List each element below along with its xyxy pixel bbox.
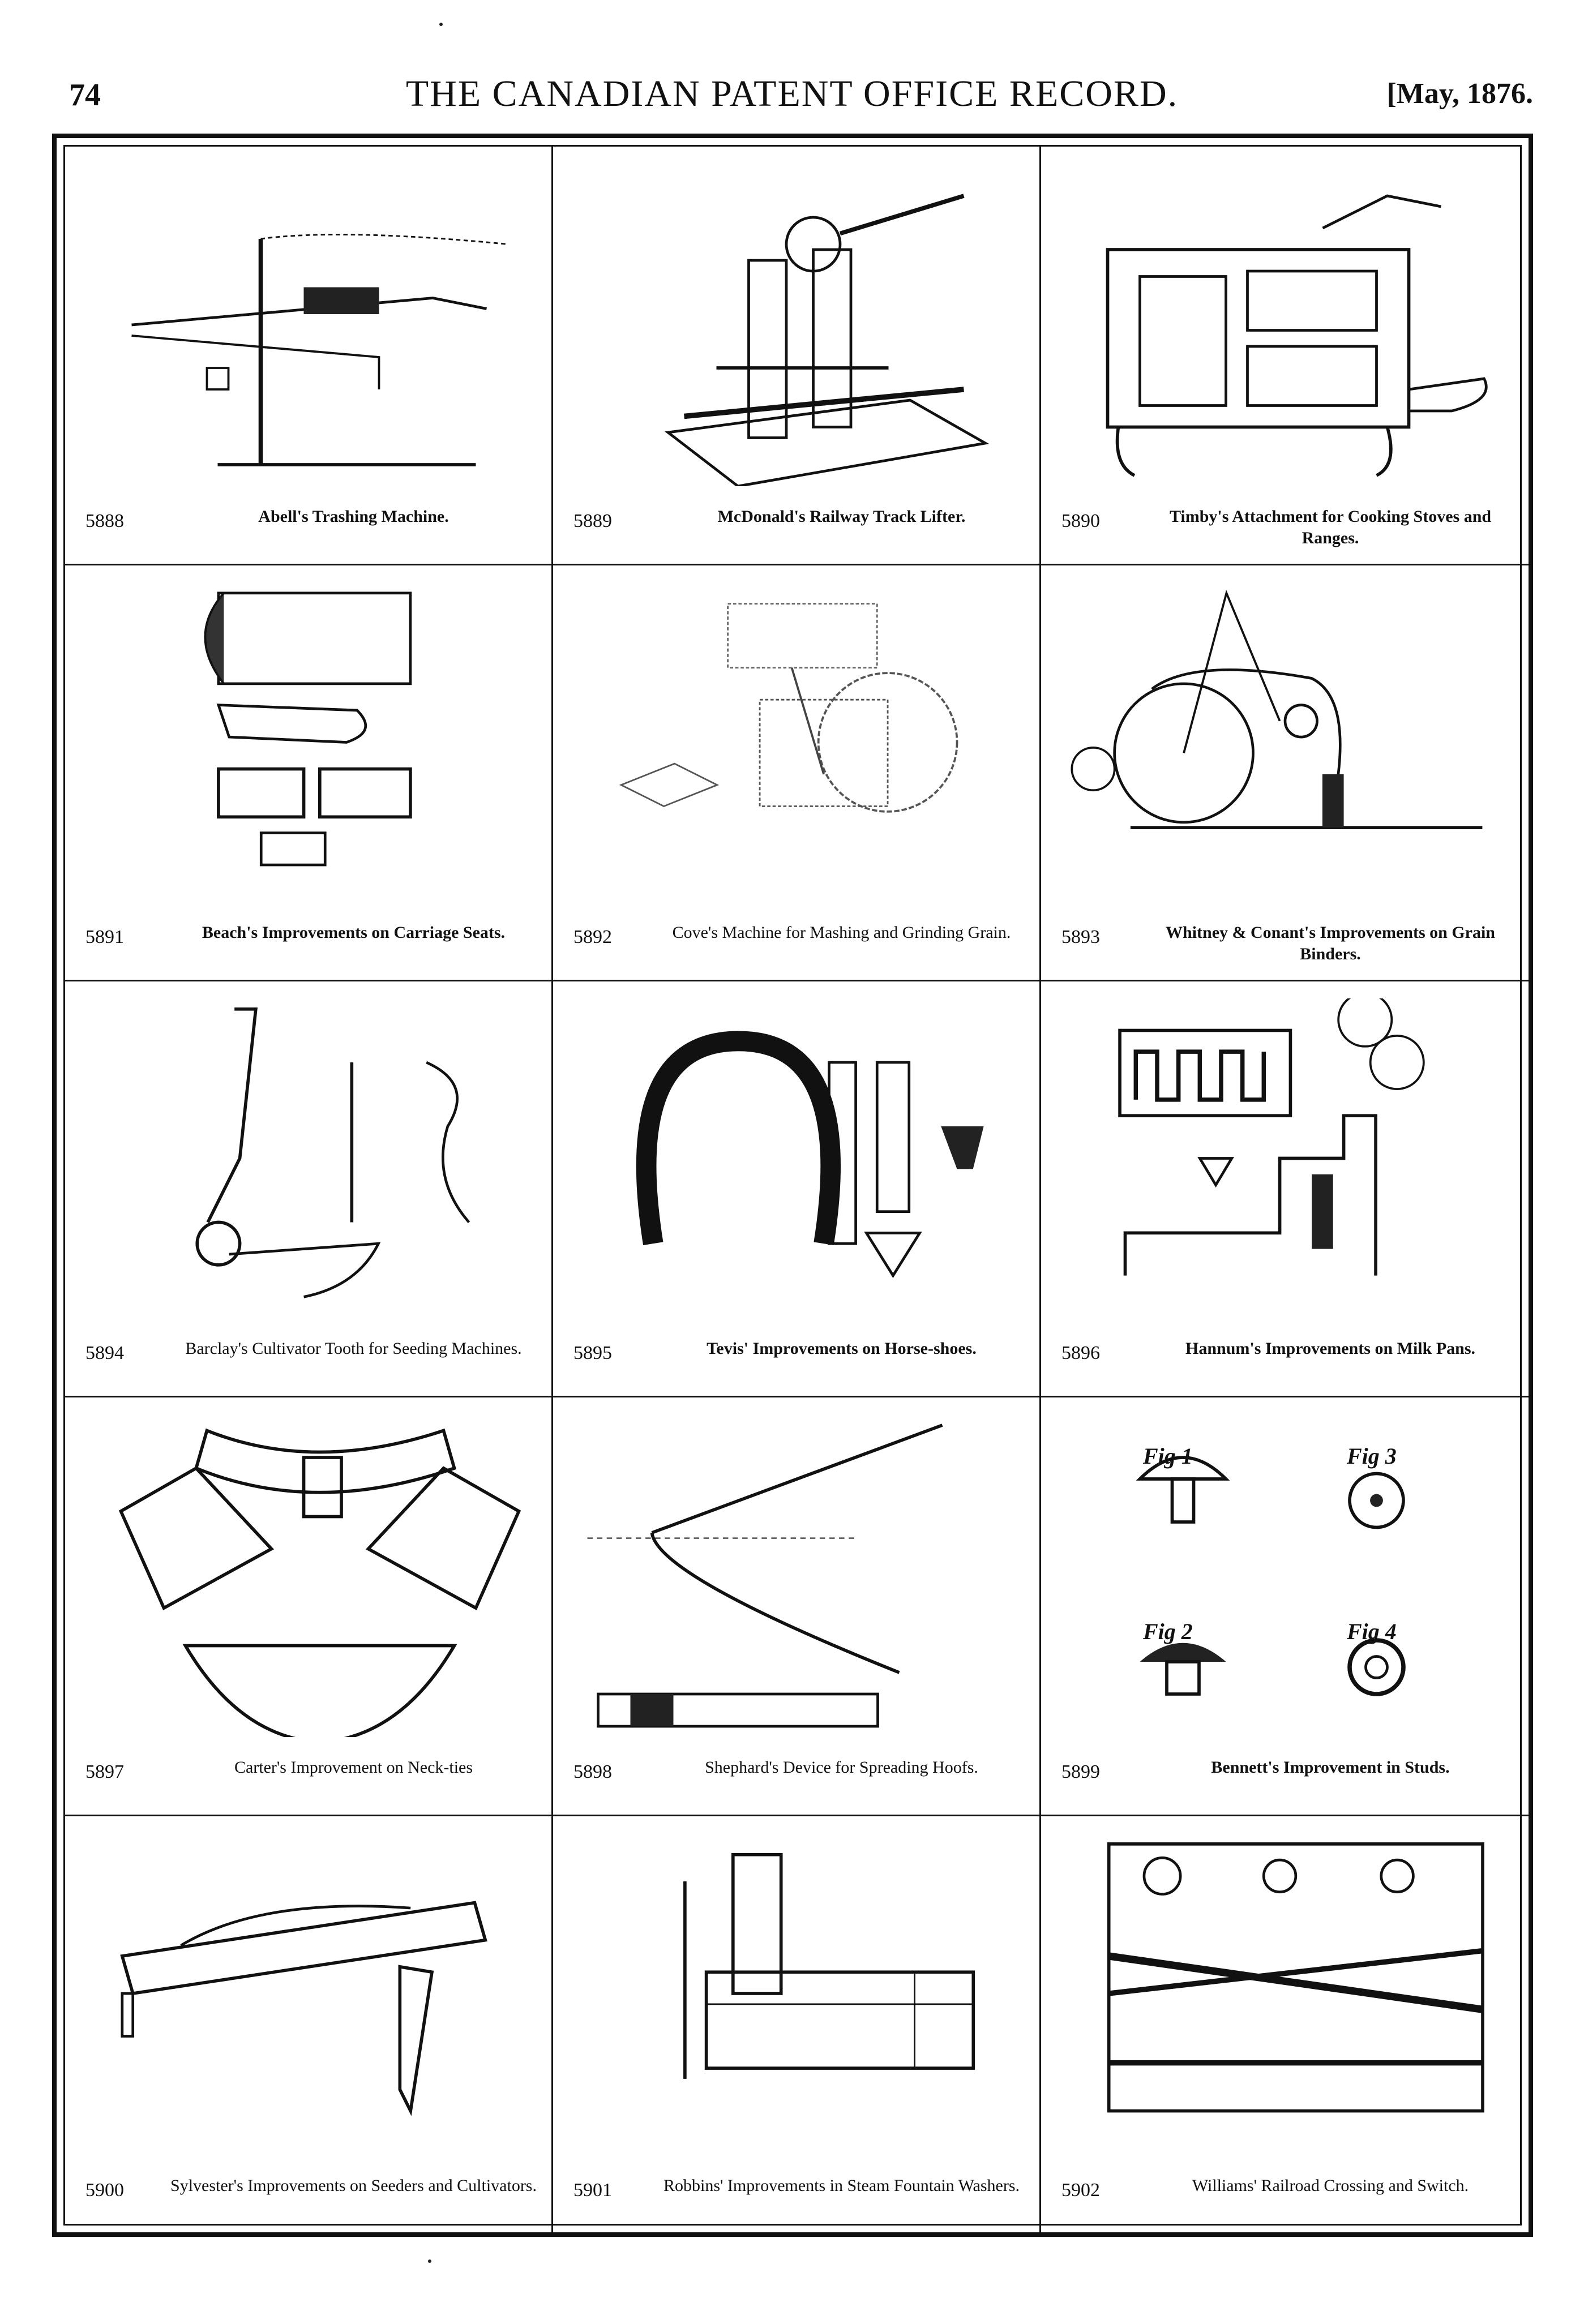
trashing-machine-drawing bbox=[88, 164, 530, 486]
patent-number: 5890 bbox=[1061, 511, 1100, 531]
patent-caption bbox=[564, 916, 1028, 971]
patent-cell bbox=[553, 1397, 1041, 1816]
patent-title: Hannum's Improvements on Milk Pans. bbox=[1185, 1339, 1476, 1358]
issue-date: [May, 1876. bbox=[1386, 78, 1533, 110]
carriage-seat-drawing bbox=[88, 582, 530, 902]
patent-caption bbox=[1052, 2169, 1518, 2224]
figure-label: Fig 1 bbox=[1143, 1443, 1193, 1469]
patent-caption bbox=[76, 916, 540, 971]
patent-title: Barclay's Cultivator Tooth for Seeding Machines. bbox=[185, 1339, 522, 1358]
cultivator-tooth-drawing bbox=[88, 998, 530, 1318]
figure-label: Fig 4 bbox=[1347, 1619, 1397, 1644]
patent-cell bbox=[65, 1816, 553, 2233]
patent-number: 5889 bbox=[573, 511, 612, 531]
plate-inner-border bbox=[63, 145, 1522, 2226]
patent-title: Shephard's Device for Spreading Hoofs. bbox=[705, 1758, 978, 1777]
patent-caption bbox=[1052, 1751, 1518, 1806]
cooking-stove-drawing bbox=[1064, 164, 1506, 486]
patent-grid bbox=[65, 147, 1520, 2224]
patent-number: 5898 bbox=[573, 1761, 612, 1782]
patent-cell bbox=[1041, 565, 1529, 981]
track-lifter-drawing bbox=[576, 164, 1018, 486]
patent-cell bbox=[65, 565, 553, 981]
figure-label: Fig 2 bbox=[1143, 1619, 1193, 1644]
steam-washer-drawing bbox=[576, 1833, 1018, 2154]
patent-number: 5891 bbox=[85, 927, 124, 947]
patent-title: Carter's Improvement on Neck-ties bbox=[234, 1758, 473, 1777]
patent-number: 5894 bbox=[85, 1343, 124, 1363]
patent-cell bbox=[65, 981, 553, 1397]
patent-number: 5895 bbox=[573, 1343, 612, 1363]
patent-title: McDonald's Railway Track Lifter. bbox=[717, 507, 966, 526]
patent-caption bbox=[564, 1332, 1028, 1387]
patent-title: Sylvester's Improvements on Seeders and Cultivators. bbox=[170, 2176, 537, 2195]
page-header bbox=[0, 67, 1584, 123]
patent-number: 5892 bbox=[573, 927, 612, 947]
patent-cell bbox=[553, 981, 1041, 1397]
patent-caption bbox=[1052, 500, 1518, 555]
patent-cell bbox=[1041, 981, 1529, 1397]
patent-caption bbox=[564, 2169, 1028, 2224]
studs-drawing bbox=[1064, 1414, 1506, 1737]
print-speck bbox=[428, 2259, 431, 2263]
patent-title: Bennett's Improvement in Studs. bbox=[1211, 1758, 1450, 1777]
patent-caption bbox=[1052, 1332, 1518, 1387]
patent-number: 5897 bbox=[85, 1761, 124, 1782]
grain-binder-drawing bbox=[1064, 582, 1506, 902]
hoof-spreader-drawing bbox=[576, 1414, 1018, 1737]
patent-number: 5893 bbox=[1061, 927, 1100, 947]
patent-title: Beach's Improvements on Carriage Seats. bbox=[202, 923, 506, 942]
patent-title: Abell's Trashing Machine. bbox=[258, 507, 449, 526]
milk-pan-drawing bbox=[1064, 998, 1506, 1318]
patent-cell bbox=[1041, 1397, 1529, 1816]
patent-cell bbox=[553, 565, 1041, 981]
patent-caption bbox=[564, 500, 1028, 555]
neck-tie-drawing bbox=[88, 1414, 530, 1737]
patent-caption bbox=[564, 1751, 1028, 1806]
seeder-drawing bbox=[88, 1833, 530, 2154]
publication-title: THE CANADIAN PATENT OFFICE RECORD. bbox=[405, 73, 1179, 114]
patent-caption bbox=[1052, 916, 1518, 971]
plate-frame bbox=[52, 134, 1533, 2237]
print-speck bbox=[439, 23, 443, 26]
railroad-switch-drawing bbox=[1064, 1833, 1506, 2154]
patent-cell bbox=[1041, 147, 1529, 565]
patent-number: 5899 bbox=[1061, 1761, 1100, 1782]
patent-caption bbox=[76, 500, 540, 555]
patent-title: Robbins' Improvements in Steam Fountain Washers. bbox=[663, 2176, 1020, 2195]
patent-cell bbox=[65, 1397, 553, 1816]
patent-title: Tevis' Improvements on Horse-shoes. bbox=[707, 1339, 977, 1358]
patent-number: 5902 bbox=[1061, 2180, 1100, 2201]
patent-cell bbox=[553, 1816, 1041, 2233]
patent-title: Williams' Railroad Crossing and Switch. bbox=[1192, 2176, 1469, 2195]
patent-title: Cove's Machine for Mashing and Grinding Grain. bbox=[672, 923, 1011, 942]
patent-cell bbox=[1041, 1816, 1529, 2233]
patent-cell bbox=[65, 147, 553, 565]
patent-caption bbox=[76, 1751, 540, 1806]
patent-number: 5896 bbox=[1061, 1343, 1100, 1363]
horseshoe-drawing bbox=[576, 998, 1018, 1318]
patent-number: 5888 bbox=[85, 511, 124, 531]
patent-title: Whitney & Conant's Improvements on Grain Binders. bbox=[1166, 923, 1495, 963]
patent-caption bbox=[76, 1332, 540, 1387]
patent-number: 5901 bbox=[573, 2180, 612, 2201]
grain-mill-drawing bbox=[576, 582, 1018, 902]
patent-caption bbox=[76, 2169, 540, 2224]
patent-cell bbox=[553, 147, 1041, 565]
patent-title: Timby's Attachment for Cooking Stoves and Ranges. bbox=[1169, 507, 1492, 547]
page-number: 74 bbox=[69, 78, 101, 113]
patent-number: 5900 bbox=[85, 2180, 124, 2201]
figure-label: Fig 3 bbox=[1347, 1443, 1397, 1469]
